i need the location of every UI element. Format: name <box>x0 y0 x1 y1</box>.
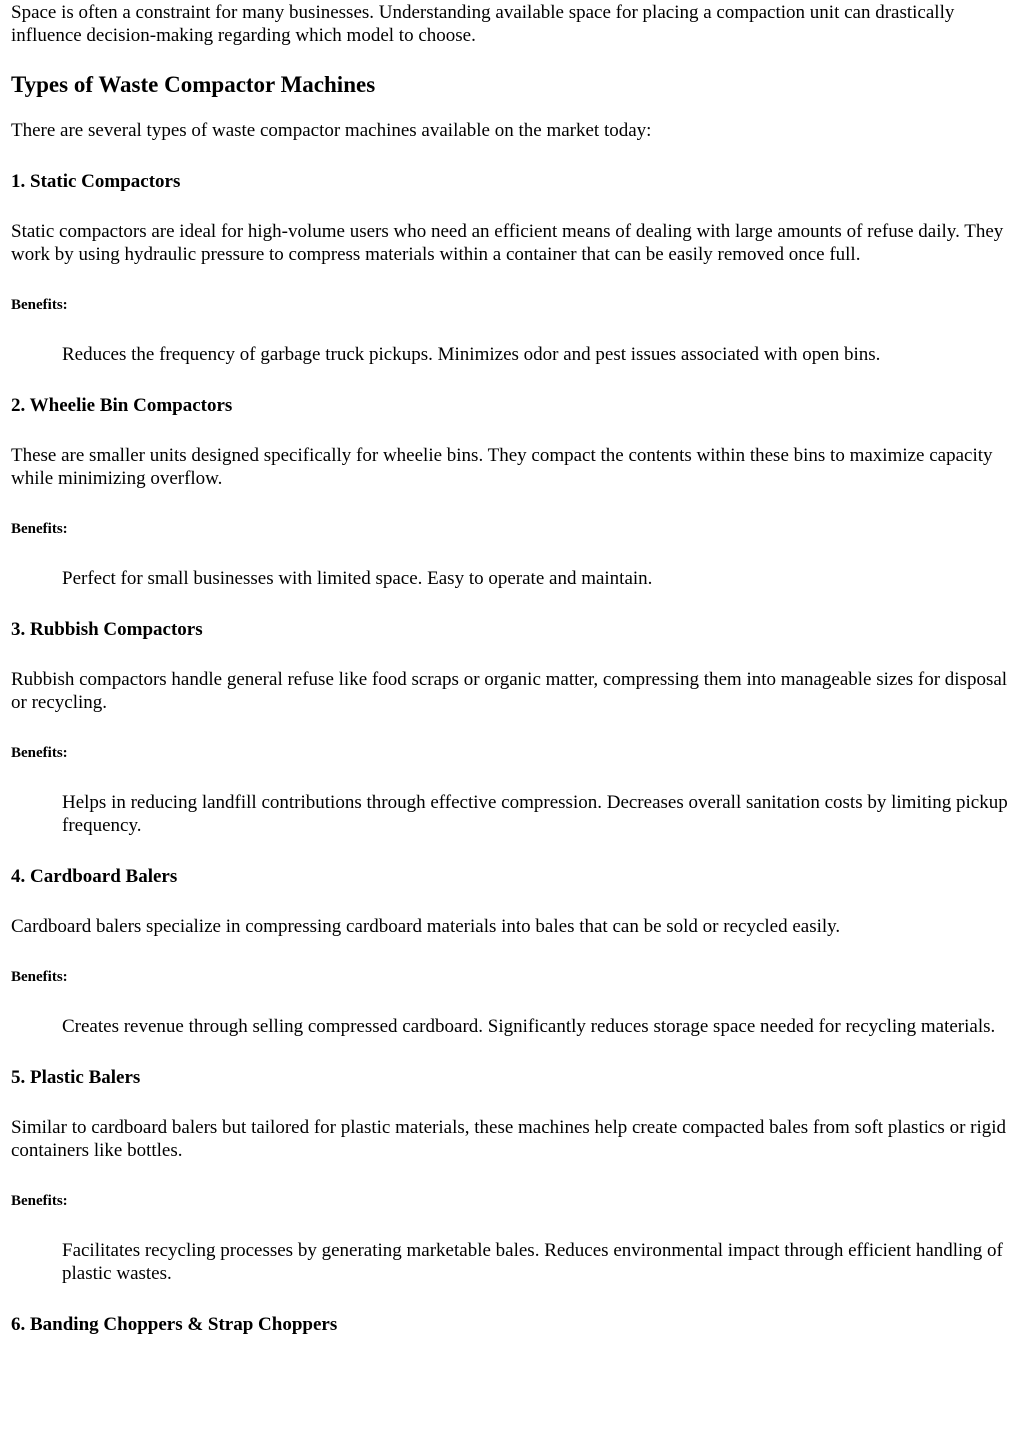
benefits-text: Facilitates recycling processes by generating marketable bales. Reduces environmental impact through efficient handling of plastic wastes. <box>62 1240 1003 1284</box>
benefits-text: Perfect for small businesses with limited space. Easy to operate and maintain. <box>62 568 653 589</box>
subsection-description: These are smaller units designed specifically for wheelie bins. They compact the contents within these bins to maximize capacity while minimizing overflow. <box>11 445 993 489</box>
benefits-text: Helps in reducing landfill contributions through effective compression. Decreases overall sanitation costs by limiting pickup frequency. <box>62 792 1008 836</box>
subsection-title-banding-choppers: 6. Banding Choppers & Strap Choppers <box>11 1314 338 1335</box>
intro-paragraph: Space is often a constraint for many businesses. Understanding available space for placing a compaction unit can drastically influence decision-making regarding which model to choose. <box>11 2 955 46</box>
subsection-description: Cardboard balers specialize in compressing cardboard materials into bales that can be sold or recycled easily. <box>11 916 841 937</box>
subsection-title-cardboard-balers: 4. Cardboard Balers <box>11 866 178 887</box>
subsection-description: Rubbish compactors handle general refuse like food scraps or organic matter, compressing them into manageable sizes for disposal or recycling. <box>11 669 1008 713</box>
article <box>0 1 1024 1336</box>
subsection-title-plastic-balers: 5. Plastic Balers <box>11 1067 141 1088</box>
benefits-label: Benefits: <box>11 1193 68 1209</box>
benefits-label: Benefits: <box>11 297 68 313</box>
benefits-text: Reduces the frequency of garbage truck pickups. Minimizes odor and pest issues associated with open bins. <box>62 344 881 365</box>
subsection-description: Static compactors are ideal for high-volume users who need an efficient means of dealing with large amounts of refuse daily. They work by using hydraulic pressure to compress materials within a container that can be easily removed once full. <box>11 221 1004 265</box>
benefits-label: Benefits: <box>11 521 68 537</box>
types-intro-paragraph: There are several types of waste compactor machines available on the market today: <box>11 120 652 141</box>
section-heading: Types of Waste Compactor Machines <box>11 72 376 97</box>
subsection-title-rubbish-compactors: 3. Rubbish Compactors <box>11 619 203 640</box>
benefits-label: Benefits: <box>11 745 68 761</box>
benefits-label: Benefits: <box>11 969 68 985</box>
subsection-title-wheelie-bin-compactors: 2. Wheelie Bin Compactors <box>11 395 233 416</box>
subsection-title-static-compactors: 1. Static Compactors <box>11 171 181 192</box>
benefits-text: Creates revenue through selling compressed cardboard. Significantly reduces storage space needed for recycling materials. <box>62 1016 996 1037</box>
subsection-description: Similar to cardboard balers but tailored for plastic materials, these machines help create compacted bales from soft plastics or rigid containers like bottles. <box>11 1117 1007 1161</box>
